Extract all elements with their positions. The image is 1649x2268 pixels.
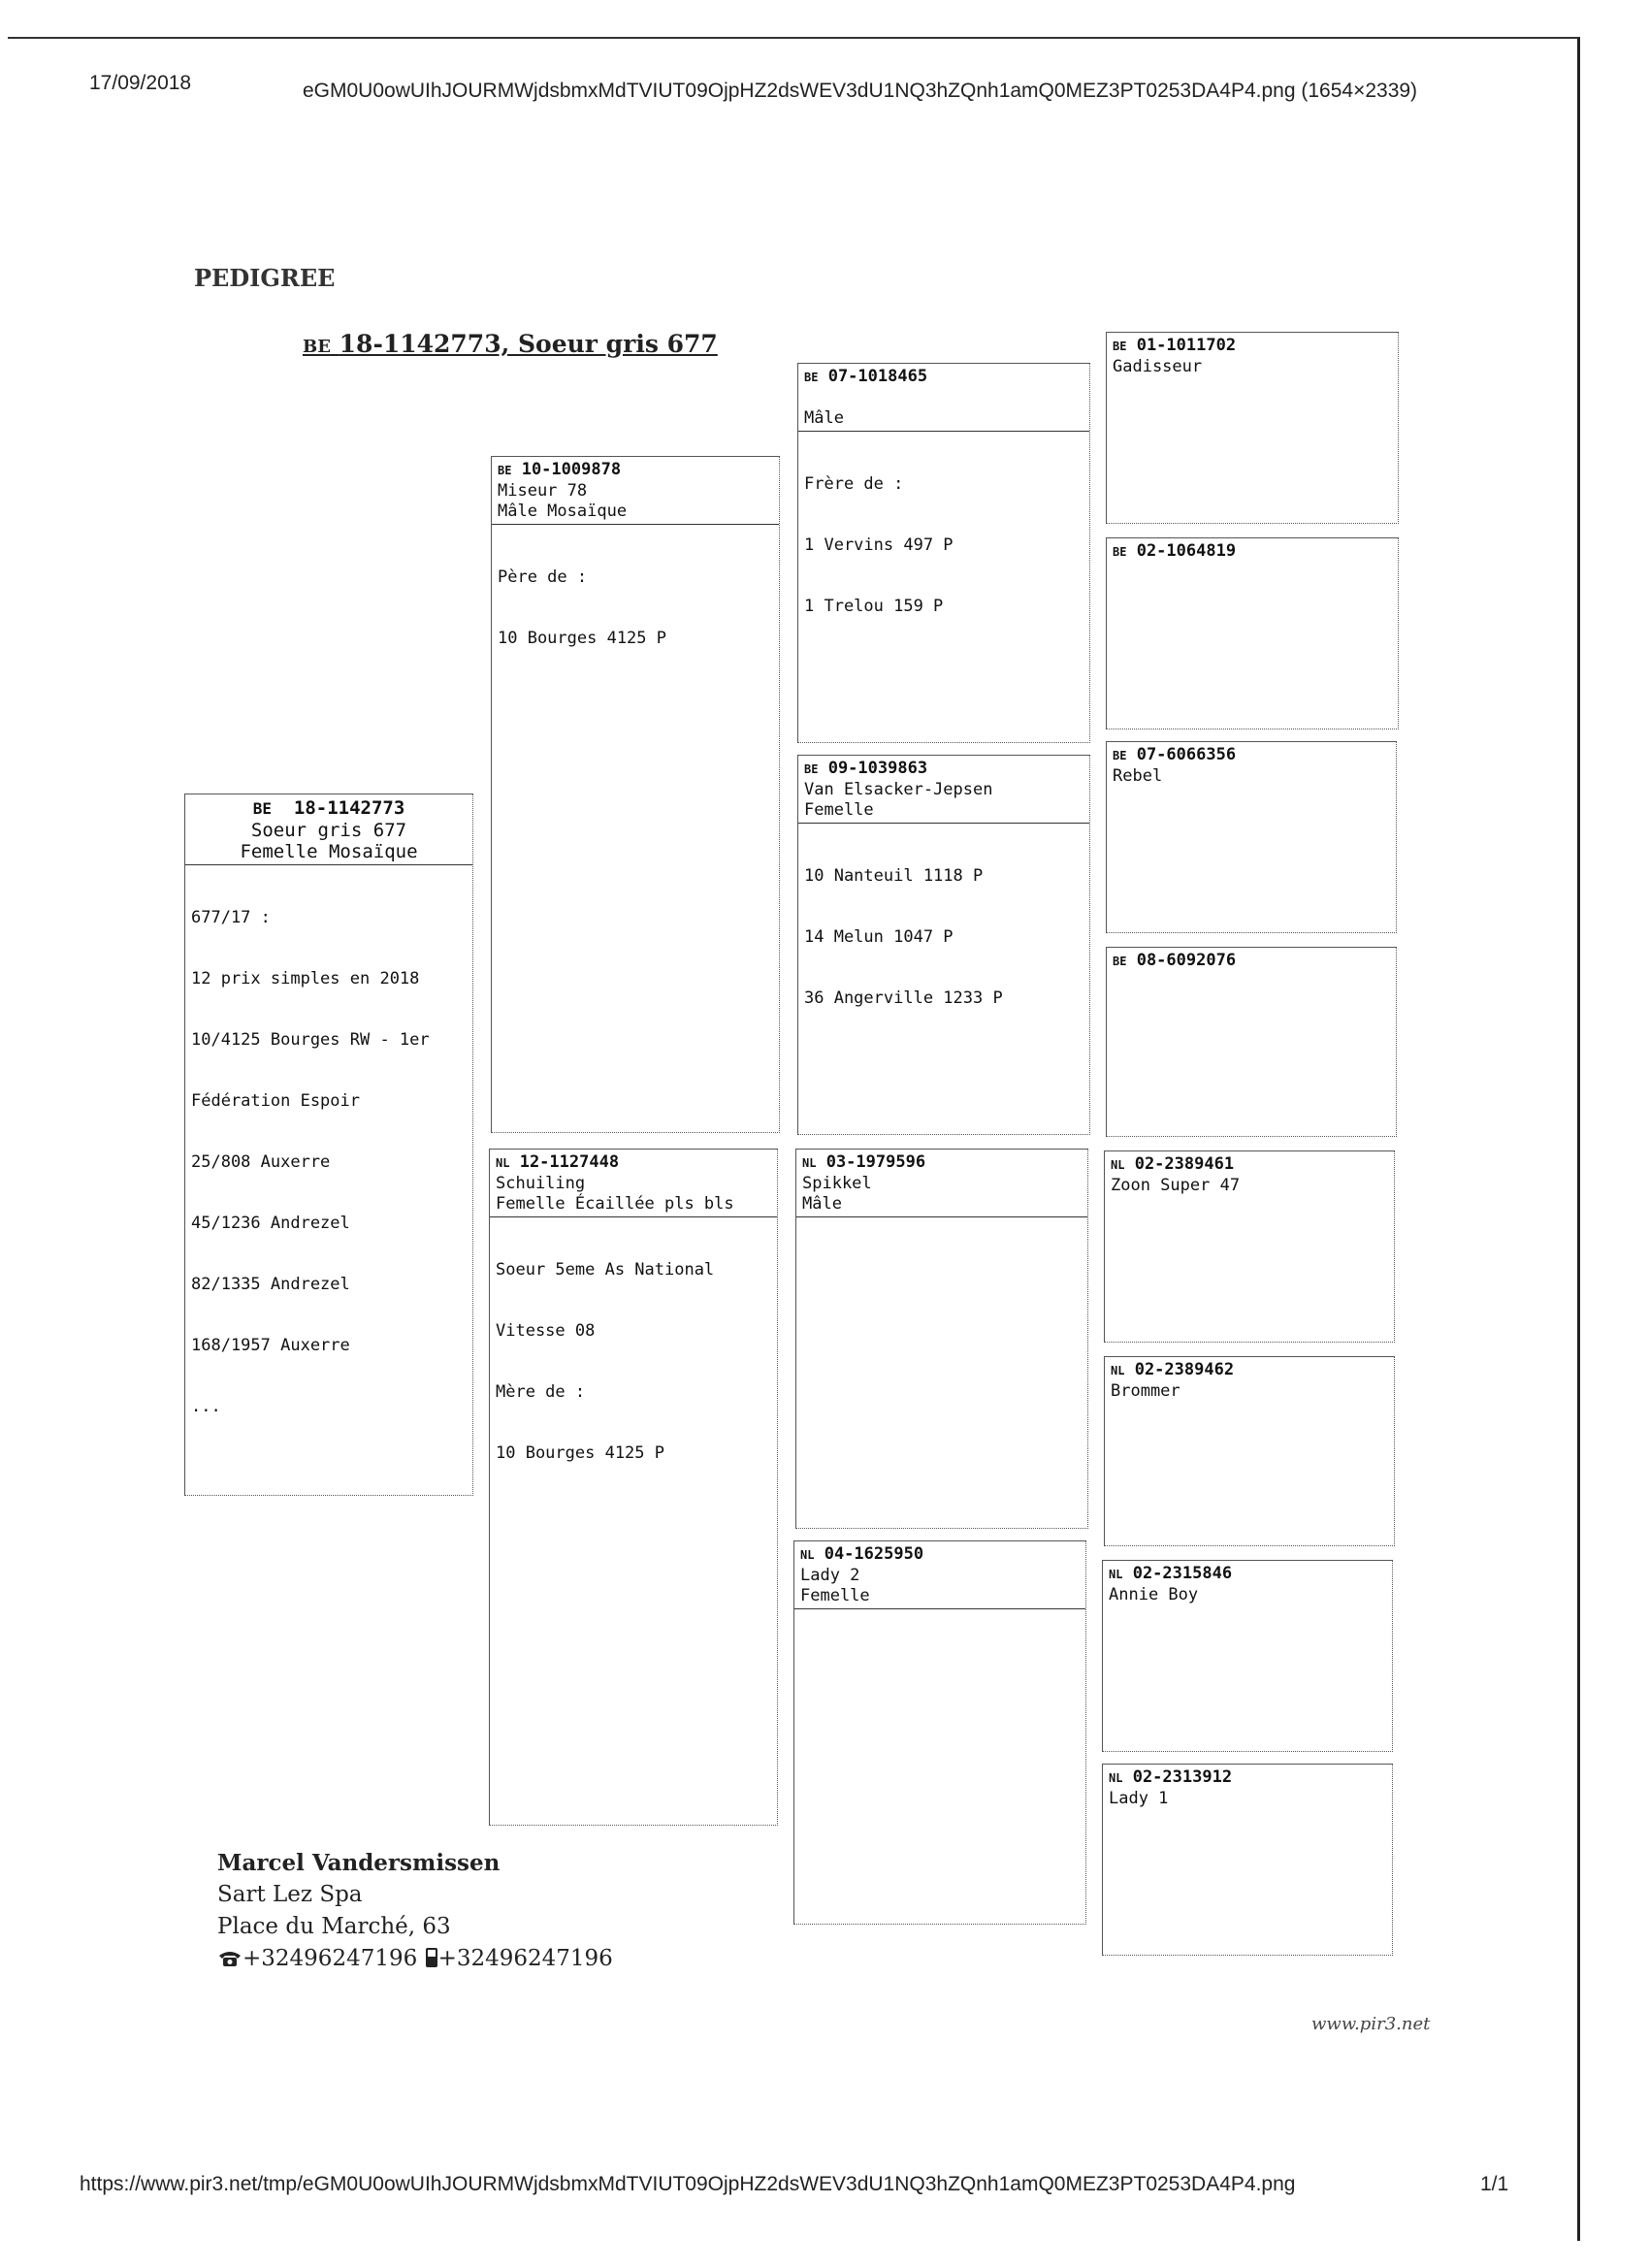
grandparent-name: Spikkel [802,1174,872,1193]
great-grandparent-head [1107,742,1396,789]
great-grandparent-country: BE [1113,545,1127,559]
mobile-phone-icon [425,1946,438,1978]
great-grandparent-head [1105,1151,1394,1198]
sire-card [491,456,780,1133]
subject-card-head [185,794,472,865]
great-grandparent-ring [1109,1767,1386,1789]
subject-title-text: 18-1142773, Soeur gris 677 [339,330,718,358]
grandparent-sex: Femelle [800,1586,870,1605]
grandparent-sex: Mâle [804,408,844,428]
grandparent-card [797,363,1090,743]
subject-ring-number: 18-1142773 [293,797,405,819]
grandparent-notes [794,1609,1085,1613]
great-grandparent-card [1102,1764,1393,1956]
grandparent-note: 14 Melun 1047 P [804,927,954,947]
dam-ring [496,1152,771,1174]
grandparent-head [798,364,1089,432]
subject-note: 12 prix simples en 2018 [191,969,420,988]
dam-note: 10 Bourges 4125 P [496,1443,664,1463]
grandparent-ring-number: 09-1039863 [827,759,928,778]
great-grandparent-card [1102,1560,1393,1752]
great-grandparent-country: BE [1113,749,1127,762]
grandparent-country: NL [800,1548,815,1562]
sire-note: Père de : [498,567,588,587]
grandparent-ring [800,1544,1080,1566]
dam-sex: Femelle Écaillée pls bls [496,1194,734,1214]
great-grandparent-ring-number: 08-6092076 [1136,951,1237,970]
grandparent-name [804,388,1083,408]
dam-note: Mère de : [496,1382,586,1402]
dam-ring-number: 12-1127448 [519,1152,620,1172]
header-date: 17/09/2018 [89,72,192,94]
grandparent-ring [804,759,1083,780]
great-grandparent-name: Brommer [1111,1381,1180,1401]
great-grandparent-card [1106,947,1397,1137]
great-grandparent-name: Rebel [1113,766,1163,786]
subject-note: 25/808 Auxerre [191,1152,331,1172]
great-grandparent-card [1104,1356,1395,1546]
grandparent-note: Frère de : [804,474,904,494]
footer-page-number: 1/1 [1480,2173,1509,2195]
grandparent-ring-number: 03-1979596 [825,1152,926,1172]
great-grandparent-ring [1113,745,1390,766]
dam-country: NL [496,1156,510,1170]
great-grandparent-name: Lady 1 [1109,1789,1169,1808]
grandparent-note: 36 Angerville 1233 P [804,988,1003,1008]
grandparent-card [793,1540,1086,1925]
great-grandparent-ring [1109,1564,1386,1585]
telephone-icon [217,1946,242,1978]
great-grandparent-country: BE [1113,340,1127,353]
great-grandparent-head [1103,1765,1392,1811]
great-grandparent-head [1107,333,1398,379]
great-grandparent-name: Gadisseur [1113,357,1203,376]
great-grandparent-card [1106,537,1399,729]
great-grandparent-card [1106,332,1399,524]
great-grandparent-card [1106,741,1397,933]
dam-name: Schuiling [496,1174,586,1193]
great-grandparent-name [1113,972,1390,992]
grandparent-name: Lady 2 [800,1566,860,1585]
grandparent-note: 1 Trelou 159 P [804,597,944,616]
great-grandparent-head [1107,538,1398,585]
grandparent-notes [798,824,1089,1052]
grandparent-ring-number: 07-1018465 [827,367,928,386]
great-grandparent-ring-number: 02-2313912 [1132,1767,1233,1787]
grandparent-name: Van Elsacker-Jepsen [804,780,993,799]
sire-name: Miseur 78 [498,481,588,501]
breeder-phone: +32496247196 [242,1946,418,1971]
grandparent-notes [798,432,1089,660]
breeder-block [217,1847,613,1978]
grandparent-notes [796,1217,1087,1221]
great-grandparent-country: BE [1113,955,1127,968]
great-grandparent-ring-number: 07-6066356 [1136,745,1237,764]
great-grandparent-ring [1111,1360,1388,1381]
great-grandparent-country: NL [1109,1771,1123,1785]
great-grandparent-head [1103,1561,1392,1607]
grandparent-country: BE [804,762,819,776]
great-grandparent-name: Zoon Super 47 [1111,1176,1241,1195]
pedigree-title: PEDIGREE [194,264,336,292]
dam-notes [490,1217,777,1507]
great-grandparent-country: NL [1109,1568,1123,1581]
great-grandparent-country: NL [1111,1364,1125,1377]
grandparent-head [798,756,1089,824]
grandparent-ring-number: 04-1625950 [824,1544,924,1564]
great-grandparent-ring-number: 02-2389462 [1134,1360,1235,1379]
great-grandparent-name: Annie Boy [1109,1585,1199,1604]
great-grandparent-ring [1113,336,1392,357]
breeder-name: Marcel Vandersmissen [217,1850,501,1876]
great-grandparent-country: NL [1111,1158,1125,1172]
sire-ring-number: 10-1009878 [521,460,622,479]
grandparent-note: 1 Vervins 497 P [804,535,954,555]
grandparent-note: 10 Nanteuil 1118 P [804,866,984,886]
great-grandparent-ring-number: 01-1011702 [1136,336,1237,355]
dam-note: Vitesse 08 [496,1321,596,1341]
great-grandparent-name [1113,563,1392,583]
sire-sex: Mâle Mosaïque [498,502,628,521]
grandparent-card [795,1149,1088,1529]
sire-ring [498,460,773,481]
subject-note: 10/4125 Bourges RW - 1er [191,1030,430,1050]
great-grandparent-head [1105,1357,1394,1404]
grandparent-ring [804,367,1083,388]
dam-note: Soeur 5eme As National [496,1260,715,1280]
grandparent-sex: Mâle [802,1194,842,1214]
grandparent-country: NL [802,1156,817,1170]
grandparent-card [797,755,1090,1135]
grandparent-head [794,1541,1085,1609]
breeder-city: Sart Lez Spa [217,1882,363,1907]
grandparent-ring [802,1152,1082,1174]
grandparent-sex: Femelle [804,800,874,820]
subject-notes [185,865,472,1460]
subject-title [303,330,718,358]
great-grandparent-ring-number: 02-1064819 [1136,541,1237,561]
great-grandparent-ring [1113,951,1390,972]
subject-note: 168/1957 Auxerre [191,1336,350,1355]
subject-title-country: BE [303,337,331,357]
grandparent-country: BE [804,371,819,384]
dam-card-head [490,1150,777,1217]
sire-card-head [492,457,779,525]
subject-note: 82/1335 Andrezel [191,1275,350,1294]
great-grandparent-head [1107,948,1396,994]
subject-note: 45/1236 Andrezel [191,1214,350,1233]
subject-note: Fédération Espoir [191,1091,360,1111]
website-credit: www.pir3.net [1311,2014,1431,2034]
subject-note: ... [191,1397,221,1416]
great-grandparent-ring-number: 02-2315846 [1132,1564,1233,1583]
subject-country: BE [252,799,272,818]
footer-url: https://www.pir3.net/tmp/eGM0U0owUIhJOURMWjdsbmxMdTVIUT09OjpHZ2dsWEV3dU1NQ3hZQnh1amQ0MEZ3PT0253DA4P4.png [80,2173,1296,2195]
breeder-address: Place du Marché, 63 [217,1914,451,1939]
great-grandparent-ring [1111,1154,1388,1176]
great-grandparent-card [1104,1150,1395,1343]
great-grandparent-ring [1113,541,1392,563]
breeder-mobile: +32496247196 [437,1946,613,1971]
subject-card [184,794,473,1496]
header-filename: eGM0U0owUIhJOURMWjdsbmxMdTVIUT09OjpHZ2dsWEV3dU1NQ3hZQnh1amQ0MEZ3PT0253DA4P4.png (1654×2339) [303,80,1418,102]
subject-note: 677/17 : [191,908,271,927]
subject-ring [191,797,467,820]
dam-card [489,1149,778,1826]
subject-sex: Femelle Mosaïque [240,841,418,862]
sire-country: BE [498,464,512,477]
subject-name: Soeur gris 677 [250,820,407,841]
sire-note: 10 Bourges 4125 P [498,629,666,648]
sire-notes [492,525,779,692]
breeder-contacts [217,1943,613,1978]
grandparent-head [796,1150,1087,1217]
great-grandparent-ring-number: 02-2389461 [1134,1154,1235,1174]
